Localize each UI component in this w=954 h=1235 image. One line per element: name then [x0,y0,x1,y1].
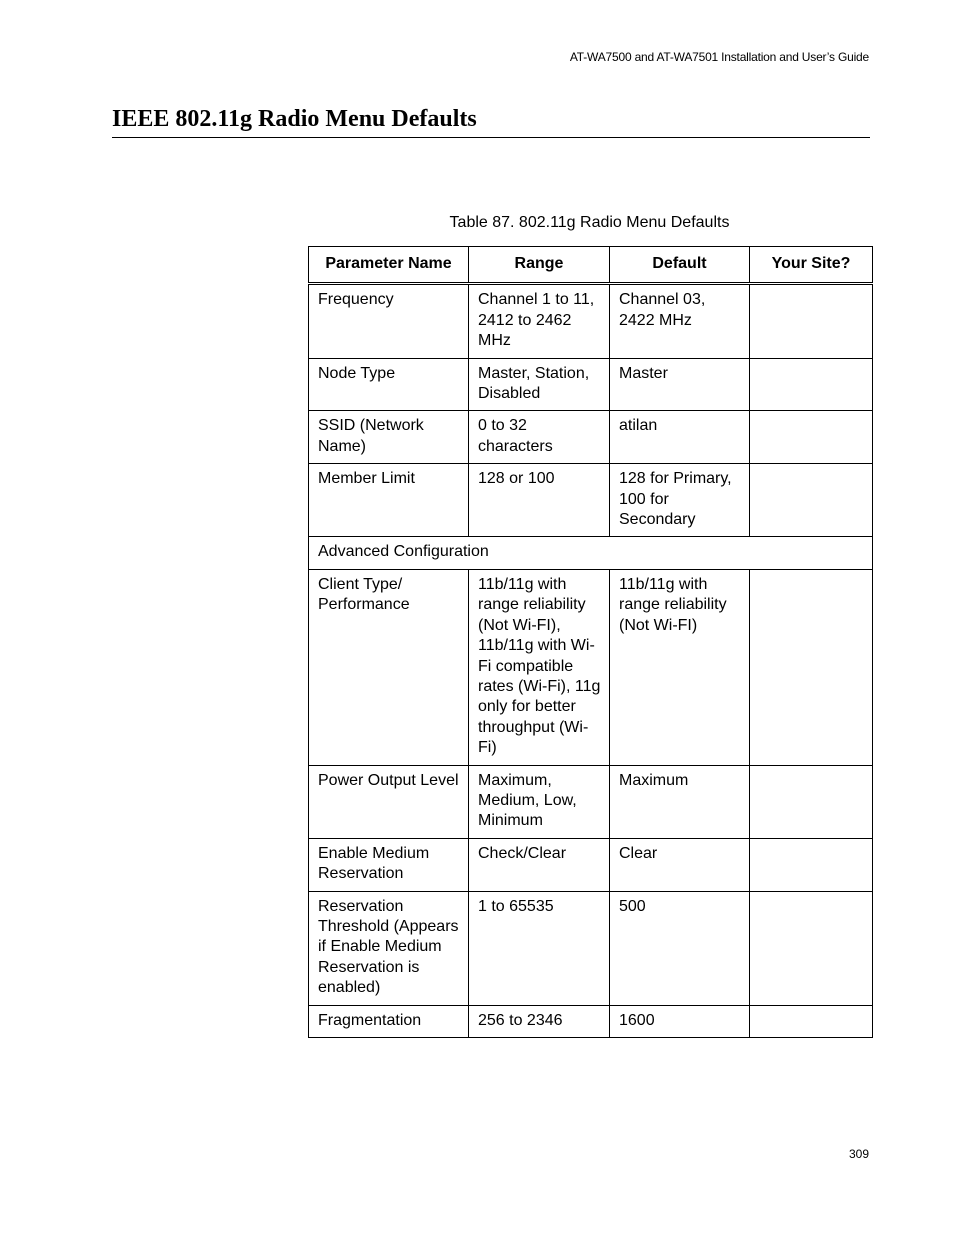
your-site-cell [750,411,873,464]
column-header-default: Default [610,247,750,284]
your-site-cell [750,838,873,891]
parameter-name-cell: Fragmentation [309,1005,469,1037]
your-site-cell [750,284,873,358]
radio-defaults-table [308,246,873,1038]
your-site-cell [750,464,873,537]
section-label-advanced-configuration: Advanced Configuration [309,537,873,569]
table-row [309,569,873,765]
table-row [309,891,873,1005]
your-site-cell [750,891,873,1005]
table-row [309,765,873,838]
default-cell: atilan [610,411,750,464]
your-site-cell [750,358,873,411]
your-site-cell [750,765,873,838]
your-site-cell [750,569,873,765]
range-cell: Check/Clear [469,838,610,891]
table-row [309,358,873,411]
parameter-name-cell: Node Type [309,358,469,411]
table-caption: Table 87. 802.11g Radio Menu Defaults [449,214,730,231]
table-row [309,411,873,464]
table-row [309,284,873,358]
column-header-range: Range [469,247,610,284]
range-cell: 1 to 65535 [469,891,610,1005]
parameter-name-cell: Frequency [309,284,469,358]
default-cell: Master [610,358,750,411]
table-row [309,464,873,537]
your-site-cell [750,1005,873,1037]
range-cell: Maximum, Medium, Low, Minimum [469,765,610,838]
parameter-name-cell: Member Limit [309,464,469,537]
column-header-your-site: Your Site? [750,247,873,284]
range-cell: 256 to 2346 [469,1005,610,1037]
range-cell: Channel 1 to 11, 2412 to 2462 MHz [469,284,610,358]
table-row [309,1005,873,1037]
range-cell: Master, Station, Disabled [469,358,610,411]
page-title: IEEE 802.11g Radio Menu Defaults [112,106,870,138]
range-cell: 128 or 100 [469,464,610,537]
column-header-parameter-name: Parameter Name [309,247,469,284]
default-cell: 128 for Primary, 100 for Secondary [610,464,750,537]
default-cell: Clear [610,838,750,891]
parameter-name-cell: Reservation Threshold (Appears if Enable Medium Reservation is enabled) [309,891,469,1005]
default-cell: Maximum [610,765,750,838]
parameter-name-cell: Client Type/ Performance [309,569,469,765]
default-cell: Channel 03, 2422 MHz [610,284,750,358]
parameter-name-cell: Power Output Level [309,765,469,838]
default-cell: 1600 [610,1005,750,1037]
table-section-row [309,537,873,569]
table-row [309,838,873,891]
page-number: 309 [848,1147,869,1161]
parameter-name-cell: SSID (Network Name) [309,411,469,464]
running-header: AT-WA7500 and AT-WA7501 Installation and User’s Guide [569,50,869,64]
table-header-row [309,247,873,284]
default-cell: 500 [610,891,750,1005]
default-cell: 11b/11g with range reliability (Not Wi-FI) [610,569,750,765]
parameter-name-cell: Enable Medium Reservation [309,838,469,891]
range-cell: 0 to 32 characters [469,411,610,464]
range-cell: 11b/11g with range reliability (Not Wi-FI), 11b/11g with Wi-Fi compatible rates (Wi-Fi), 11g only for better throughput (Wi-Fi) [469,569,610,765]
